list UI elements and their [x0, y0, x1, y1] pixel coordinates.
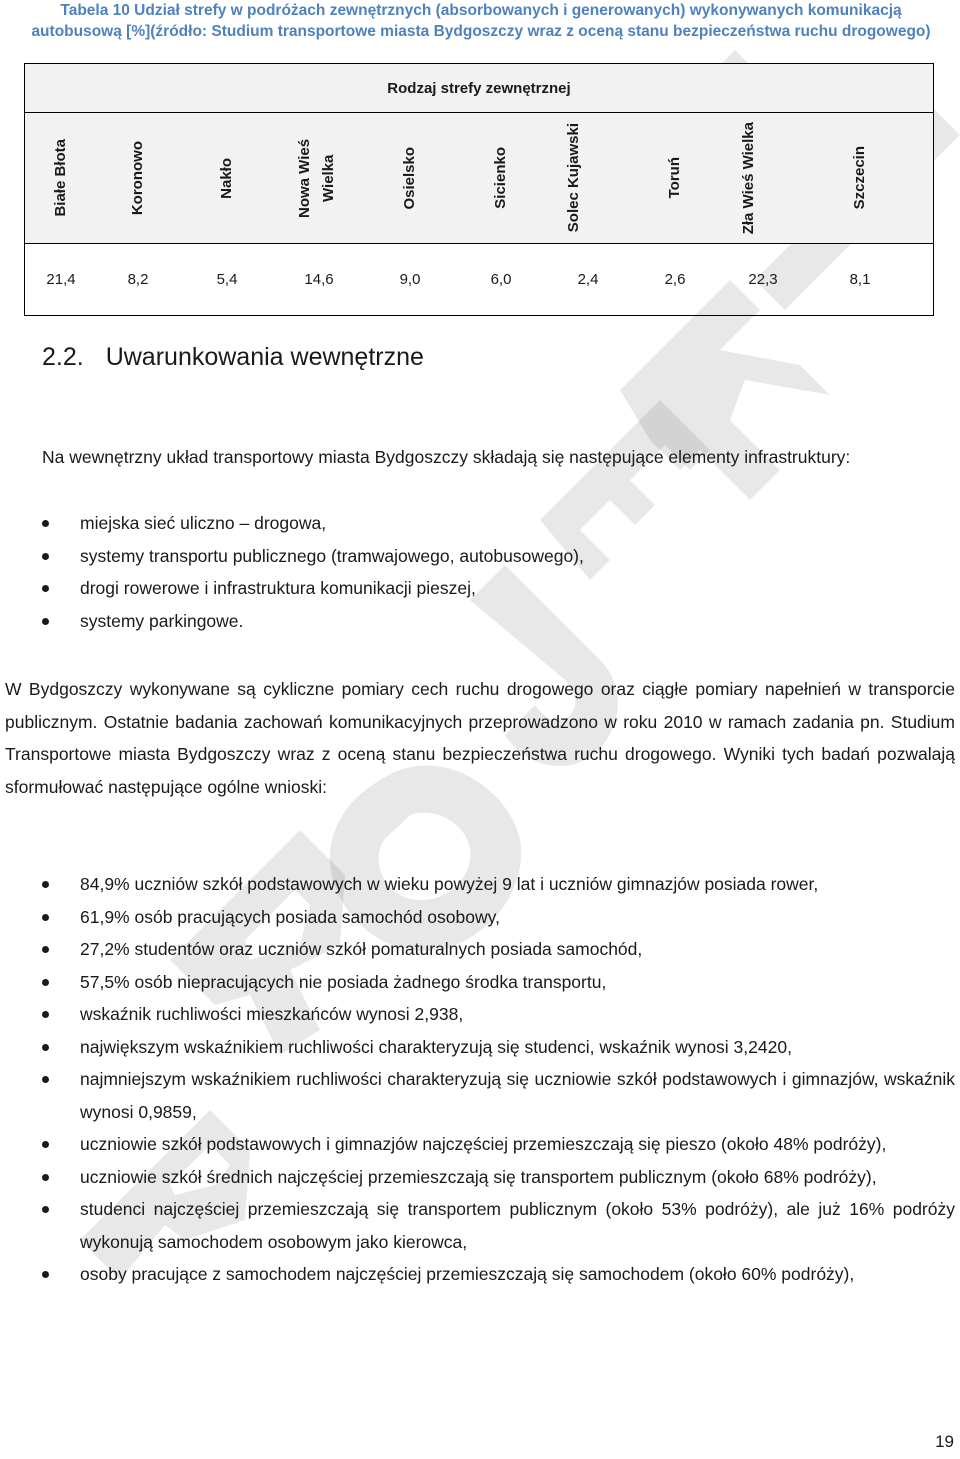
list-item: [38, 540, 955, 573]
zone-name: Osielsko: [401, 146, 418, 210]
bullet-icon: [42, 520, 49, 527]
intro-paragraph: [5, 441, 955, 474]
list-item: [38, 572, 955, 605]
list-item-text: 57,5% osób niepracujących nie posiada żadnego środka transportu,: [80, 971, 607, 992]
bullet-icon: [42, 1174, 49, 1181]
zone-name-cell: [97, 113, 179, 243]
caption-line-2: autobusową [%](źródło: Studium transportowe miasta Bydgoszczy wraz z oceną stanu bezpieczeństwa ruchu drogowego): [31, 23, 931, 40]
list-item: [38, 1193, 955, 1258]
bullet-icon: [42, 946, 49, 953]
infrastructure-list: [38, 507, 955, 637]
zone-name-cell: [363, 113, 457, 243]
list-item-text: osoby pracujące z samochodem najczęściej przemieszczają się samochodem (około 60% podróży),: [80, 1264, 855, 1284]
list-item-text: 27,2% studentów oraz uczniów szkół pomaturalnych posiada samochód,: [80, 939, 643, 959]
zone-value: 8,2: [127, 271, 149, 288]
zone-value: 6,0: [490, 271, 512, 288]
page-number: 19: [935, 1432, 954, 1451]
bullet-icon: [42, 618, 49, 625]
list-item: [38, 966, 955, 999]
zone-name-cell: [719, 113, 807, 243]
zone-name: Sicienko: [492, 147, 509, 209]
research-paragraph: [5, 673, 955, 803]
zone-value: 14,6: [304, 271, 334, 288]
bullet-icon: [42, 979, 49, 986]
zone-name: Toruń: [666, 157, 683, 199]
zone-values-row: [25, 244, 934, 316]
zone-name-cell: [545, 113, 631, 243]
zone-name: Białe Błota: [52, 139, 69, 217]
intro-text: Na wewnętrzny układ transportowy miasta Bydgoszczy składają się następujące elementy infrastruktury:: [42, 447, 851, 467]
list-item: [38, 1031, 955, 1064]
research-text: W Bydgoszczy wykonywane są cykliczne pomiary cech ruchu drogowego oraz ciągłe pomiary napełnień w transporcie publicznym. Ostatnie badania zachowań komunikacyjnych przeprowadzono w roku 2010 w ramach zadania pn. Studium Transportowe miasta Bydgoszczy wraz z oceną stanu bezpieczeństwa ruchu drogowego. Wyniki tych badań pozwalają sformułować następujące ogólne wnioski:: [5, 679, 955, 797]
table-header: Rodzaj strefy zewnętrznej: [25, 64, 934, 113]
list-item-text: 84,9% uczniów szkół podstawowych w wieku powyżej 9 lat i uczniów gimnazjów posiada rower,: [80, 874, 819, 894]
zone-names-row: [25, 113, 934, 244]
zone-value: 5,4: [216, 271, 238, 288]
zone-name-cell: [179, 113, 275, 243]
zone-name: Zła Wieś Wielka: [740, 121, 757, 235]
zone-value: 9,0: [399, 271, 421, 288]
bullet-icon: [42, 1271, 49, 1278]
list-item-text: drogi rowerowe i infrastruktura komunikacji pieszej,: [80, 578, 476, 598]
bullet-icon: [42, 1076, 49, 1083]
bullet-icon: [42, 553, 49, 560]
list-item: [38, 605, 955, 638]
zone-name-cell: [275, 113, 363, 243]
list-item-text: największym wskaźnikiem ruchliwości charakteryzują się studenci, wskaźnik wynosi 3,2420,: [80, 1036, 792, 1057]
zone-name: Solec Kujawski: [565, 123, 582, 233]
zone-name: Nakło: [218, 157, 235, 199]
bullet-icon: [42, 1206, 49, 1213]
zone-name-cell: [457, 113, 545, 243]
section-heading: [42, 343, 424, 372]
bullet-icon: [42, 1141, 49, 1148]
list-item-text: studenci najczęściej przemieszczają się transportem publicznym (około 53% podróży), ale już 16% podróży wykonują samochodem osobowym jako kierowca,: [80, 1199, 955, 1252]
list-item: [38, 1258, 955, 1291]
zone-value: 22,3: [748, 271, 778, 288]
zone-name: Szczecin: [851, 146, 868, 210]
zone-name: Nowa Wieś Wielka: [296, 138, 337, 218]
zone-name-cell: [807, 113, 913, 243]
bullet-icon: [42, 881, 49, 888]
list-item-text: wskaźnik ruchliwości mieszkańców wynosi 2,938,: [80, 1004, 464, 1024]
section-title: Uwarunkowania wewnętrzne: [105, 343, 424, 371]
list-item: [38, 1063, 955, 1128]
zone-name-cell: [25, 113, 97, 243]
bullet-icon: [42, 914, 49, 921]
list-item: [38, 901, 955, 934]
bullet-icon: [42, 585, 49, 592]
list-item-text: systemy transportu publicznego (tramwajowego, autobusowego),: [80, 545, 584, 566]
section-number: 2.2.: [42, 343, 84, 371]
conclusions-list: [38, 868, 955, 1291]
bullet-icon: [42, 1011, 49, 1018]
zone-value: 2,6: [664, 271, 686, 288]
zones-table: [24, 63, 934, 316]
zone-value: 2,4: [577, 271, 599, 288]
list-item-text: uczniowie szkół podstawowych i gimnazjów najczęściej przemieszczają się pieszo (około 48% podróży),: [80, 1134, 887, 1154]
list-item: [38, 933, 955, 966]
bullet-icon: [42, 1044, 49, 1051]
list-item: [38, 1161, 955, 1194]
caption-line-1: Tabela 10 Udział strefy w podróżach zewnętrznych (absorbowanych i generowanych) wykonywanych komunikacją: [60, 2, 902, 19]
list-item: [38, 507, 955, 540]
list-item: [38, 868, 955, 901]
zone-name: Koronowo: [129, 140, 146, 216]
list-item-text: miejska sieć uliczno – drogowa,: [80, 513, 327, 533]
zone-name-cell: [631, 113, 719, 243]
zone-value: 21,4: [46, 271, 76, 288]
list-item-text: najmniejszym wskaźnikiem ruchliwości charakteryzują się uczniowie szkół podstawowych i gimnazjów, wskaźnik wynosi 0,9859,: [80, 1069, 955, 1122]
list-item-text: 61,9% osób pracujących posiada samochód osobowy,: [80, 906, 500, 927]
list-item-text: uczniowie szkół średnich najczęściej przemieszczają się transportem publicznym (około 68% podróży),: [80, 1166, 877, 1187]
list-item: [38, 998, 955, 1031]
table-caption: [6, 0, 956, 42]
zone-value: 8,1: [849, 271, 871, 288]
list-item: [38, 1128, 955, 1161]
list-item-text: systemy parkingowe.: [80, 610, 244, 631]
